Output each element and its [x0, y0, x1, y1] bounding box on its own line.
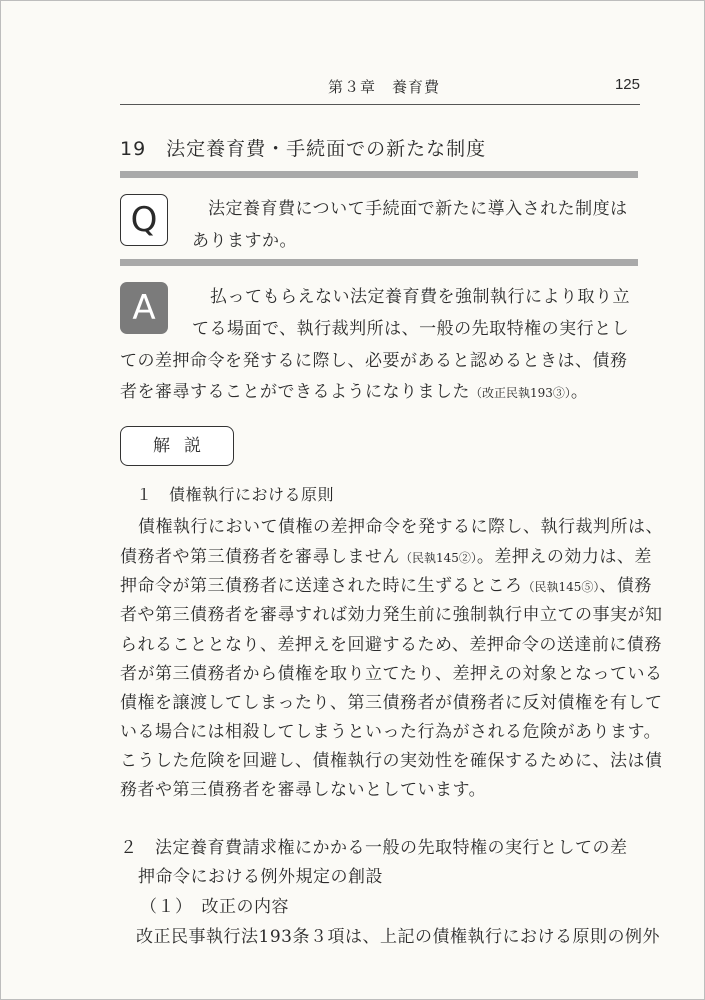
- section-1-line-6: 者が第三債務者から債権を取り立てたり、差押えの対象となっている: [120, 664, 663, 684]
- section-2-heading-line-2: 押命令における例外規定の創設: [138, 867, 383, 887]
- statute-ref-145-2: （民執145②）: [400, 551, 477, 565]
- section-2-subheading: （１） 改正の内容: [140, 897, 289, 917]
- running-header: [120, 76, 640, 100]
- commentary-label: 解説: [153, 436, 215, 456]
- answer-line-4-text: 者を審尋することができるようになりました: [120, 382, 470, 402]
- page-number: 125: [614, 76, 640, 93]
- section-1-heading: １ 債権執行における原則: [136, 485, 335, 504]
- chapter-title: 第３章 養育費: [328, 78, 441, 96]
- header-rule: [120, 104, 640, 105]
- commentary-label-box: [120, 426, 234, 466]
- answer-line-4-end: 。: [570, 382, 589, 402]
- section-1-line-9: こうした危険を回避し、債権執行の実効性を確保するために、法は債: [120, 751, 663, 771]
- section-2-line-1: 改正民事執行法193条３項は、上記の債権執行における原則の例外: [136, 927, 660, 947]
- section-1-line-7: 債権を譲渡してしまったり、第三債務者が債務者に反対債権を有して: [120, 693, 663, 713]
- section-1-line-3-a: 押命令が第三債務者に送達された時に生ずるところ: [120, 576, 523, 596]
- section-1-line-1: 債権執行において債権の差押命令を発するに際し、執行裁判所は、: [138, 517, 663, 537]
- section-1-line-5: られることとなり、差押えを回避するため、差押命令の送達前に債務: [120, 635, 662, 655]
- answer-line-3: ての差押命令を発するに際し、必要があると認めるときは、債務: [120, 351, 628, 371]
- answer-line-1: 払ってもらえない法定養育費を強制執行により取り立: [210, 287, 630, 307]
- section-1-line-3-b: 、債務: [599, 576, 652, 596]
- statute-ref-145-5: （民執145⑤）: [522, 580, 600, 594]
- section-1-line-2-b: 。差押えの効力は、差: [476, 547, 652, 567]
- section-1-line-2-a: 債務者や第三債務者を審尋しません: [120, 547, 400, 567]
- section-1-line-4: 者や第三債務者を審尋すれば効力発生前に強制執行申立ての事実が知: [120, 605, 663, 625]
- question-badge: Q: [120, 194, 168, 246]
- answer-top-rule: [120, 259, 638, 266]
- section-1-line-2: [120, 542, 652, 567]
- section-1-line-10: 務者や第三債務者を審尋しないとしています。: [120, 780, 487, 800]
- section-1-line-3: [120, 571, 652, 596]
- question-top-rule: [120, 171, 638, 178]
- section-2-heading-line-1: ２ 法定養育費請求権にかかる一般の先取特権の実行としての差: [120, 838, 628, 858]
- question-line-2: ありますか。: [192, 231, 297, 251]
- answer-line-4: [120, 377, 588, 402]
- answer-statute-ref: （改正民執193③）: [470, 386, 571, 400]
- answer-badge: A: [120, 282, 168, 334]
- question-line-1: 法定養育費について手続面で新たに導入された制度は: [208, 199, 628, 219]
- answer-line-2: てる場面で、執行裁判所は、一般の先取特権の実行とし: [192, 319, 630, 339]
- section-1-line-8: いる場合には相殺してしまうといった行為がされる危険があります。: [120, 722, 662, 742]
- section-title: 19 法定養育費・手続面での新たな制度: [120, 138, 487, 160]
